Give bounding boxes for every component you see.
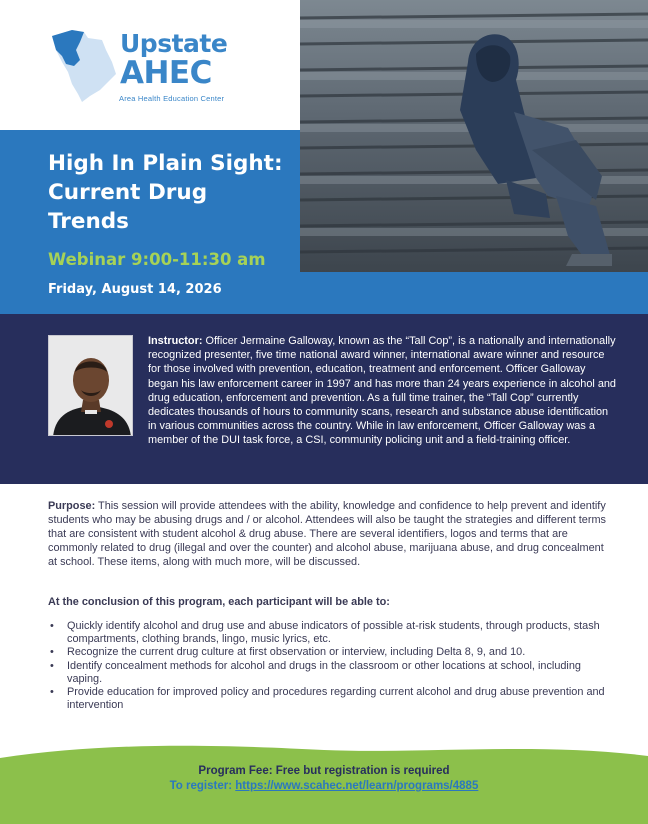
purpose-text: This session will provide attendees with the ability, knowledge and confidence to help prevent and identify students who may be abusing drugs and / or alcohol. Attendees will also be taught the strategies and different terms that are consistent with student alcohol & drug abuse. There are several identifiers, logos and terms that are commonly related to drug (illegal and over the counter) and alcohol abuse, marijuana abuse, and drug concealment at school. These items, along with much more, will be discussed. xyxy=(48,500,606,568)
outcome-text: Quickly identify alcohol and drug use and abuse indicators of possible at-risk students, through products, stash compartments, clothing brands, lingo, music lyrics, etc. xyxy=(67,620,600,646)
registration-link[interactable]: https://www.scahec.net/learn/programs/4885 xyxy=(235,780,479,792)
logo-tagline: Area Health Education Center xyxy=(119,94,225,103)
purpose-label: Purpose: xyxy=(48,500,96,512)
bullet-icon: • xyxy=(50,686,54,699)
instructor-photo xyxy=(48,335,133,436)
bullet-icon: • xyxy=(50,620,54,632)
logo-wordmark-upstate: Upstate xyxy=(120,29,228,58)
hooded-person-on-stairs-image xyxy=(300,0,648,272)
instructor-portrait-image xyxy=(49,336,133,436)
purpose-paragraph xyxy=(48,500,608,570)
event-date: Friday, August 14, 2026 xyxy=(48,282,222,297)
bullet-icon: • xyxy=(50,646,54,659)
outcome-text: Recognize the current drug culture at first observation or interview, including Delta 8, 9, and 10. xyxy=(67,646,526,659)
list-item xyxy=(48,660,618,686)
instructor-bio-text: Officer Jermaine Galloway, known as the “Tall Cop”, is a nationally and internationally recognized presenter, five time national award winner, international aware winner and resource for those involved with prevention, education, treatment and enforcement. Officer Galloway began his law enforcement career in 1997 and has more than 24 years experience in alcohol and drug education, enforcement and prevention. As a full time trainer, the “Tall Cop” currently dedicates thousands of hours to community scans, research and substance abuse identification in various communities across the country. While in law enforcement, Officer Galloway was a member of the DUI task force, a CSI, community policing unit and a field-training officer. xyxy=(148,335,616,447)
bullet-icon: • xyxy=(50,659,54,672)
instructor-bio xyxy=(148,334,618,448)
outcome-text: Identify concealment methods for alcohol and drugs in the classroom or other locations at school, including vaping. xyxy=(67,659,581,685)
conclusion-intro: At the conclusion of this program, each participant will be able to: xyxy=(48,596,390,608)
logo xyxy=(0,0,300,130)
list-item xyxy=(48,686,618,712)
event-title: High In Plain Sight: Current Drug Trends xyxy=(48,151,283,234)
list-item xyxy=(48,646,618,659)
event-format-time: Webinar 9:00-11:30 am xyxy=(48,250,266,269)
registration-line xyxy=(0,780,648,792)
register-label: To register: xyxy=(169,780,233,792)
hero-photo xyxy=(300,0,648,272)
learning-outcomes-list xyxy=(48,620,618,712)
south-carolina-map-icon xyxy=(50,28,120,104)
list-item xyxy=(48,620,618,646)
instructor-label: Instructor: xyxy=(148,335,203,347)
program-fee: Program Fee: Free but registration is required xyxy=(198,765,450,777)
outcome-text: Provide education for improved policy and procedures regarding current alcohol and drug abuse prevention and intervention xyxy=(67,686,605,712)
logo-wordmark-ahec: AHEC xyxy=(120,55,212,91)
